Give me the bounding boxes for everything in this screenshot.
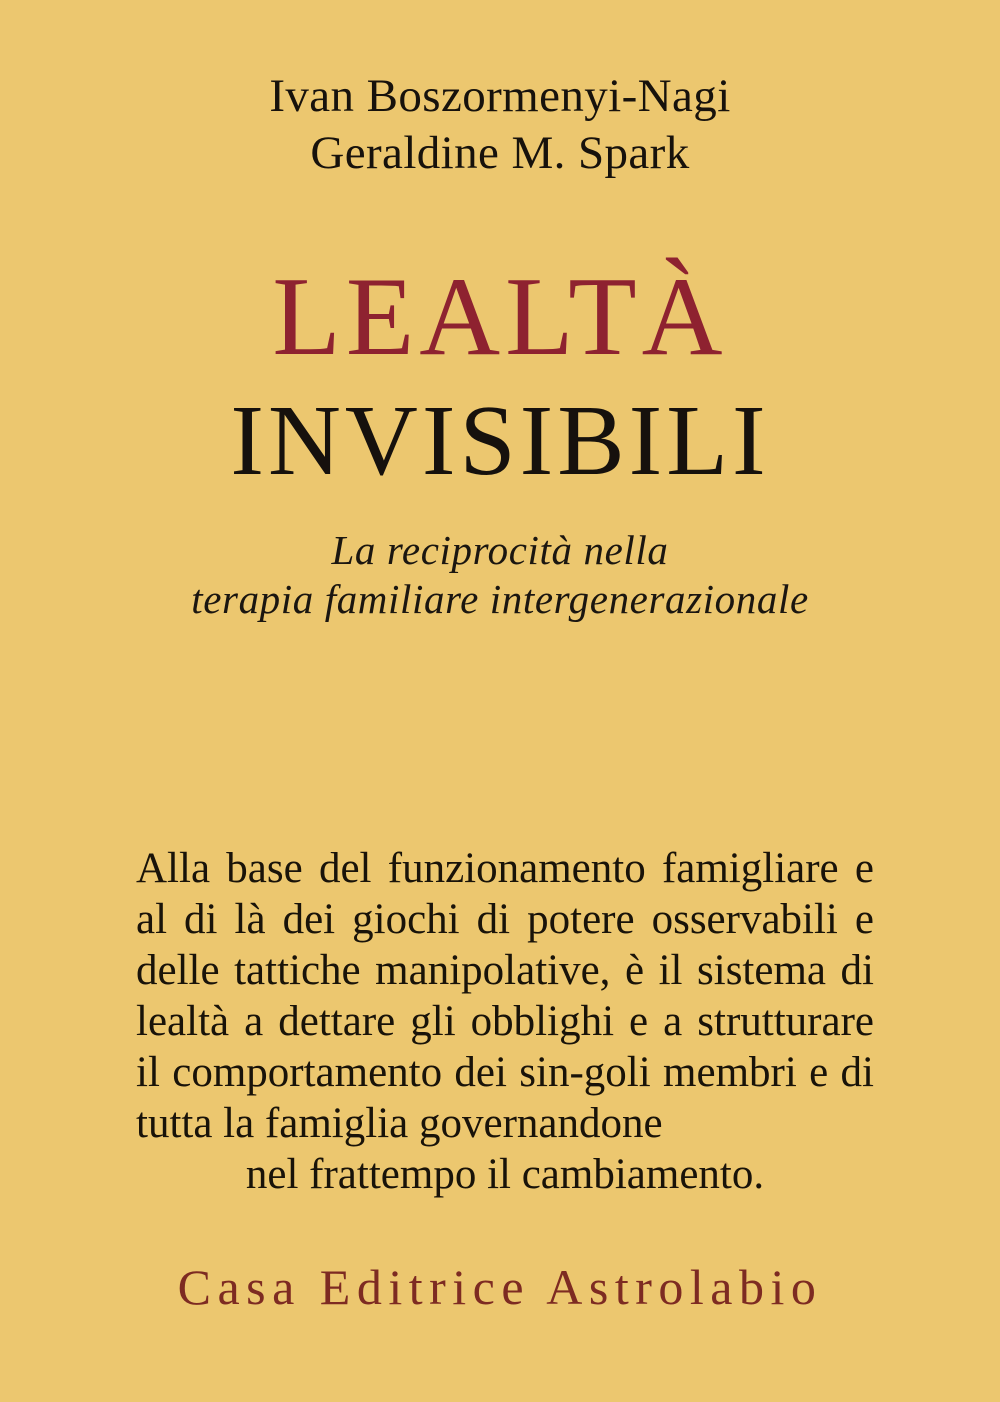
publisher-name: Casa Editrice Astrolabio (177, 1259, 823, 1315)
author-name-primary: Ivan Boszormenyi-Nagi (269, 70, 731, 122)
blurb-last-line: nel frattempo il cambiamento. (245, 1151, 765, 1198)
blurb-block (136, 843, 874, 1200)
subtitle-line-2: terapia familiare intergenerazionale (191, 576, 809, 622)
author-name-secondary: Geraldine M. Spark (310, 127, 690, 179)
subtitle-line-1: La reciprocità nella (331, 527, 669, 573)
title-block (0, 255, 1000, 496)
subtitle-block (0, 526, 1000, 624)
book-title-main: LEALTÀ (272, 255, 728, 379)
author-block (0, 68, 1000, 182)
book-title-secondary: INVISIBILI (230, 384, 770, 496)
blurb-body-text: Alla base del funzionamento famigliare e al di là dei giochi di potere osservabili e delle tattiche manipolative, è il sistema di lealtà a dettare gli obblighi e a strutturare il comportamento dei sin-goli membri e di tutta la famiglia governandone (136, 845, 874, 1147)
blurb-paragraph (136, 843, 874, 1149)
